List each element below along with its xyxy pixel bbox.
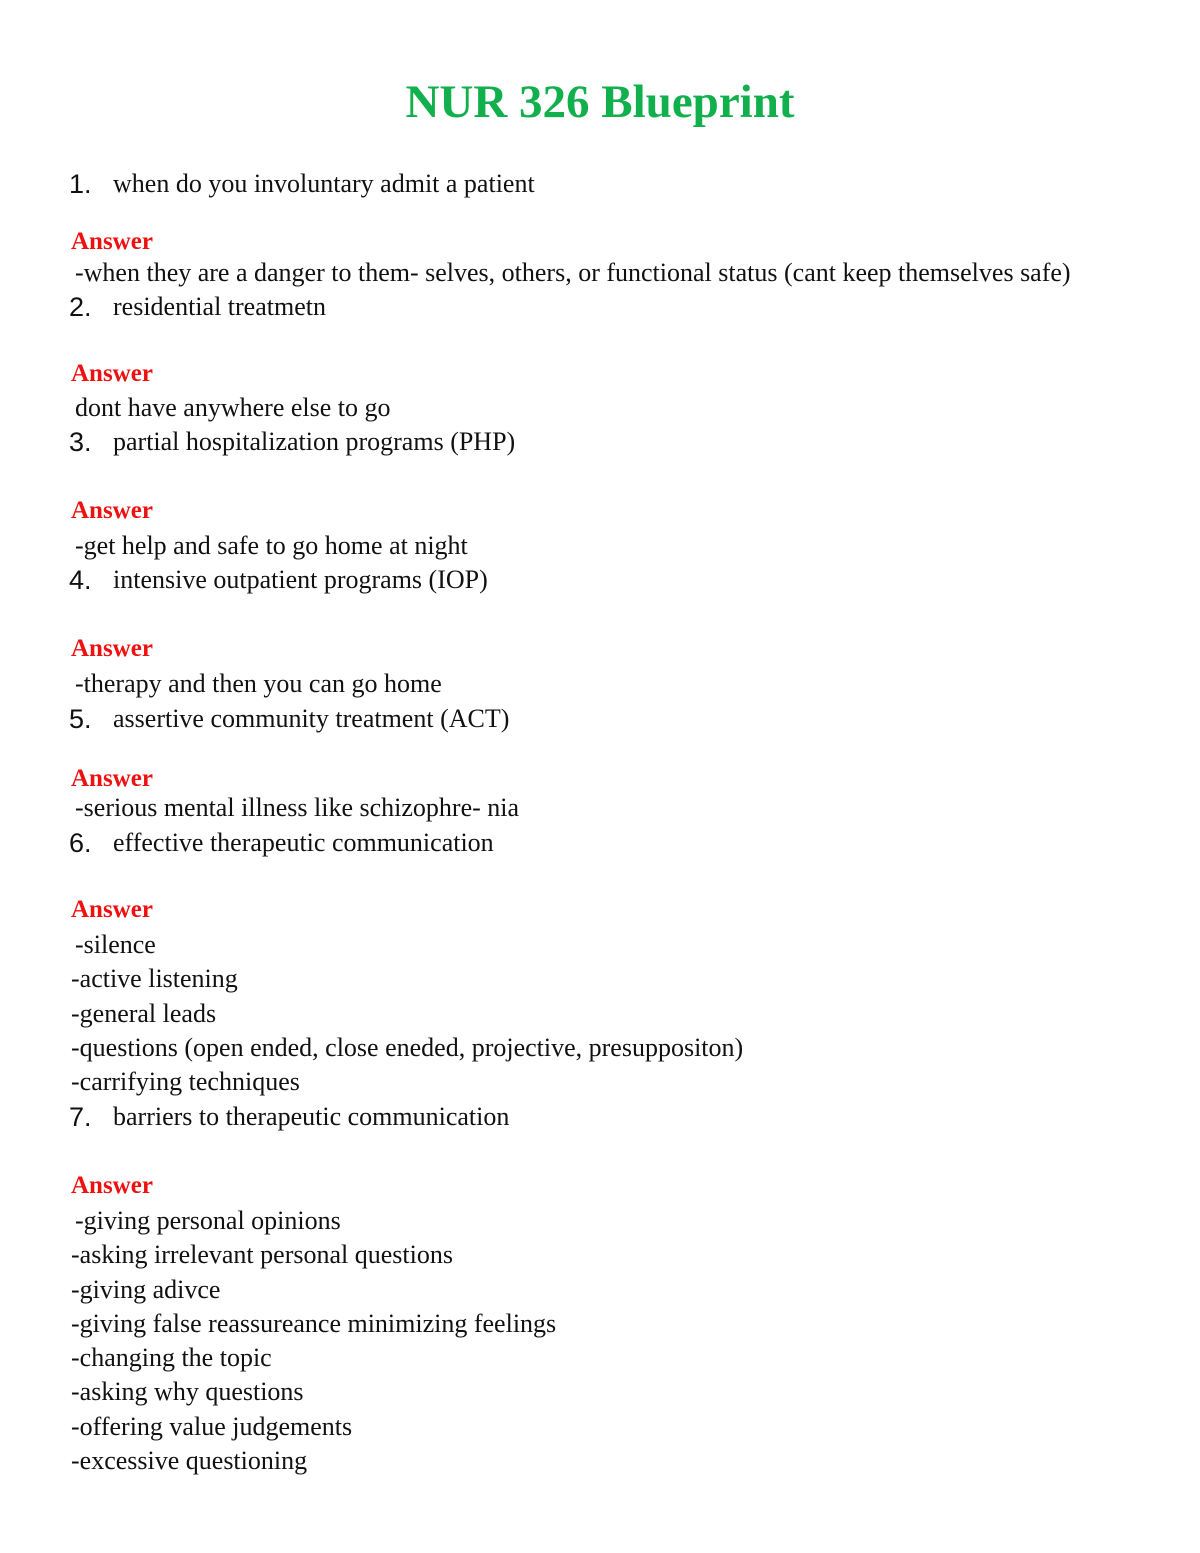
question-number: 1. (69, 169, 92, 199)
answer-label: Answer (71, 497, 153, 524)
answer-label: Answer (71, 228, 153, 255)
question-text: when do you involuntary admit a patient (113, 169, 535, 198)
qa-item-7 (0, 1100, 1200, 1476)
answer-line: -changing the topic (71, 1343, 272, 1373)
answer-text (71, 791, 519, 825)
answer-line: -silence (75, 930, 156, 959)
question-text: intensive outpatient programs (IOP) (113, 565, 488, 594)
question-row (0, 1100, 1200, 1134)
question-number: 7. (69, 1102, 92, 1132)
qa-item-3 (0, 425, 1200, 560)
answer-line: -asking why questions (71, 1377, 304, 1407)
page-title: NUR 326 Blueprint (405, 76, 795, 128)
answer-label: Answer (71, 360, 153, 387)
question-number: 5. (69, 704, 92, 734)
question-number: 6. (69, 828, 92, 858)
answer-text (71, 1204, 556, 1478)
qa-item-2 (0, 290, 1200, 422)
answer-text (71, 529, 468, 563)
qa-item-5 (0, 702, 1200, 822)
answer-line: -questions (open ended, close eneded, projective, presuppositon) (71, 1032, 744, 1062)
answer-line: -get help and safe to go home at night (75, 531, 468, 560)
answer-line: -general leads (71, 998, 217, 1028)
question-text: assertive community treatment (ACT) (113, 704, 510, 733)
answer-label: Answer (71, 765, 153, 792)
question-row (0, 702, 1200, 736)
question-number: 3. (69, 427, 92, 457)
answer-label: Answer (71, 1172, 153, 1199)
answer-line: -excessive questioning (71, 1446, 308, 1476)
answer-line: -serious mental illness like schizophre- nia (75, 793, 520, 822)
answer-text (71, 667, 442, 701)
question-number: 4. (69, 565, 92, 595)
question-row (0, 290, 1200, 324)
question-row (0, 425, 1200, 459)
question-row (0, 563, 1200, 597)
answer-line: -offering value judgements (71, 1411, 353, 1441)
question-text: effective therapeutic communication (113, 828, 494, 857)
answer-label: Answer (71, 896, 153, 923)
question-row (0, 826, 1200, 860)
answer-line: -therapy and then you can go home (75, 669, 442, 698)
answer-line: dont have anywhere else to go (75, 393, 391, 422)
answer-text (71, 928, 743, 1099)
answer-line: -giving adivce (71, 1274, 221, 1304)
answer-line: -active listening (71, 964, 238, 994)
qa-item-1 (0, 167, 1200, 287)
answer-text (71, 391, 391, 425)
question-row (0, 167, 1200, 201)
question-text: barriers to therapeutic communication (113, 1102, 510, 1131)
answer-text (71, 256, 1071, 290)
answer-line: -asking irrelevant personal questions (71, 1240, 453, 1270)
answer-line: -giving personal opinions (75, 1206, 341, 1235)
answer-line: -carrifying techniques (71, 1067, 300, 1097)
answer-line: -when they are a danger to them- selves, others, or functional status (cant keep themselves safe) (75, 258, 1071, 287)
question-number: 2. (69, 292, 92, 322)
qa-item-6 (0, 826, 1200, 1097)
answer-line: -giving false reassureance minimizing feelings (71, 1308, 557, 1338)
answer-label: Answer (71, 635, 153, 662)
qa-item-4 (0, 563, 1200, 698)
question-text: residential treatmetn (113, 292, 326, 321)
question-text: partial hospitalization programs (PHP) (113, 427, 516, 456)
